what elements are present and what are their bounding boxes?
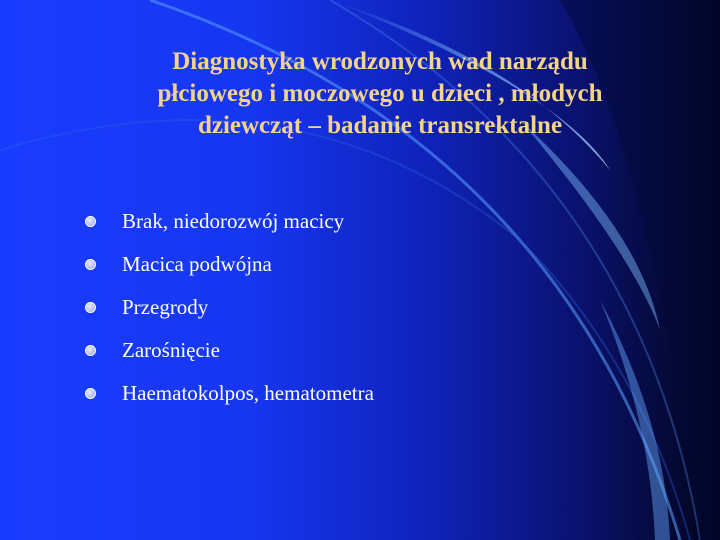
bullet-item	[82, 286, 582, 329]
bullet-item	[82, 200, 582, 243]
bullet-item	[82, 329, 582, 372]
title-line: Diagnostyka wrodzonych wad narządu	[172, 48, 588, 75]
bullet-dot-icon	[85, 216, 96, 227]
bullet-text: Haematokolpos, hematometra	[122, 381, 374, 405]
bullet-list	[82, 200, 582, 415]
slide-title	[90, 46, 670, 142]
bullet-dot-icon	[85, 259, 96, 270]
bullet-text: Zarośnięcie	[122, 338, 220, 362]
bullet-item	[82, 372, 582, 415]
bullet-dot-icon	[85, 388, 96, 399]
title-line: dziewcząt – badanie transrektalne	[197, 112, 563, 139]
bullet-text: Macica podwójna	[122, 252, 272, 276]
bullet-text: Przegrody	[122, 295, 209, 319]
title-line: płciowego i moczowego u dzieci , młodych	[157, 80, 603, 107]
bullet-dot-icon	[85, 345, 96, 356]
bullet-text: Brak, niedorozwój macicy	[122, 209, 345, 233]
bullet-dot-icon	[85, 302, 96, 313]
bullet-item	[82, 243, 582, 286]
